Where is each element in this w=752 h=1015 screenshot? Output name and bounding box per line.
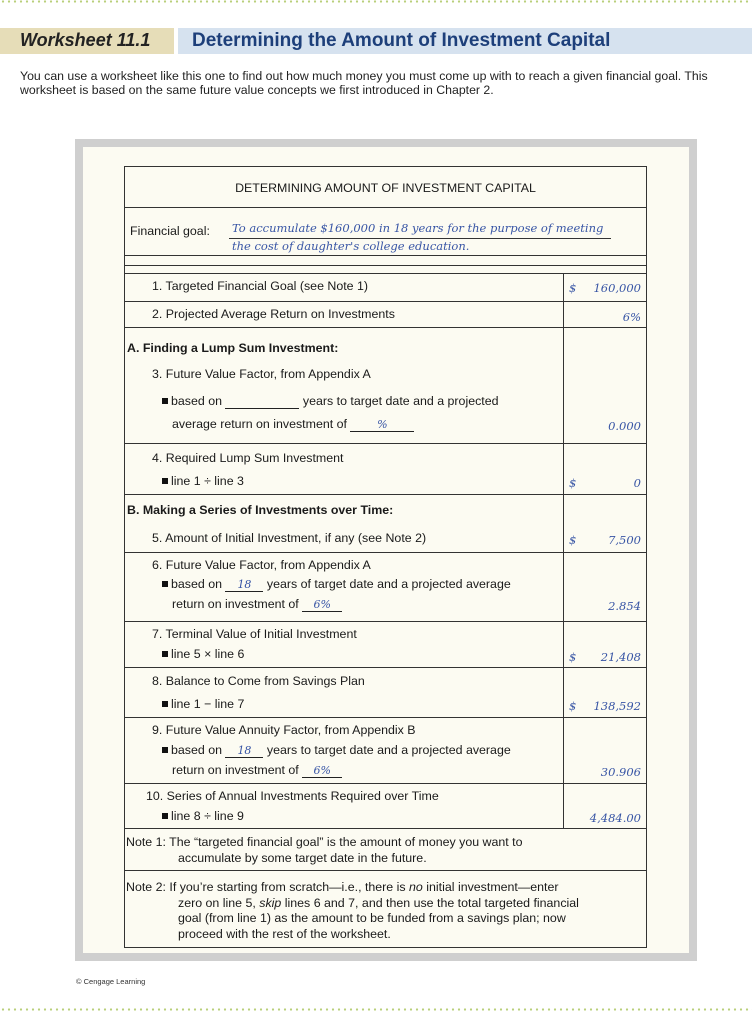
line6-value: 2.854 <box>608 599 641 613</box>
line5-dollar: $ <box>569 533 577 547</box>
line5-value: 7,500 <box>608 533 641 547</box>
goal-text-line2: the cost of daughter's college education. <box>232 239 470 253</box>
line10-value: 4,484.00 <box>589 811 641 825</box>
line2-value: 6% <box>622 310 641 324</box>
line2-label: 2. Projected Average Return on Investments <box>152 307 395 321</box>
worksheet-label: Worksheet 11.1 <box>0 28 174 54</box>
line6-based-on: based on 18 years of target date and a projected average <box>162 577 511 592</box>
line7-dollar: $ <box>569 650 577 664</box>
line4-dollar: $ <box>569 476 577 490</box>
line9-return: return on investment of 6% <box>172 763 342 778</box>
goal-text-line1: To accumulate $160,000 in 18 years for the purpose of meeting <box>232 221 604 235</box>
top-dotted-rule <box>0 0 752 3</box>
copyright: © Cengage Learning <box>76 977 146 986</box>
line9-based-on: based on 18 years to target date and a projected average <box>162 743 511 758</box>
line6-label: 6. Future Value Factor, from Appendix A <box>152 558 371 572</box>
line7-formula: line 5 × line 6 <box>162 647 244 661</box>
line10-formula: line 8 ÷ line 9 <box>162 809 244 823</box>
line3-based-on: based on years to target date and a projected <box>162 394 499 409</box>
goal-label: Financial goal: <box>130 224 210 238</box>
line3-avg-return: average return on investment of % <box>172 417 414 432</box>
line8-dollar: $ <box>569 699 577 713</box>
note-1: Note 1: The “targeted financial goal” is the amount of money you want to accumulate by some target date in the future. <box>126 835 523 865</box>
line3-value: 0.000 <box>608 419 641 433</box>
investment-capital-form <box>124 166 647 948</box>
section-b-heading: B. Making a Series of Investments over Time: <box>127 503 394 517</box>
line8-value: 138,592 <box>593 699 641 713</box>
line8-formula: line 1 − line 7 <box>162 697 244 711</box>
line9-label: 9. Future Value Annuity Factor, from Appendix B <box>152 723 416 737</box>
section-a-heading: A. Finding a Lump Sum Investment: <box>127 341 339 355</box>
note-2: Note 2: If you’re starting from scratch—i.e., there is no initial investment—enter zero on line 5, skip lines 6 and 7, and then use the total targeted financial goal (from line 1) as the amount to be funded from a savings plan; now proceed with the rest of the worksheet. <box>126 880 579 941</box>
line3-label: 3. Future Value Factor, from Appendix A <box>152 367 371 381</box>
line5-label: 5. Amount of Initial Investment, if any (see Note 2) <box>152 531 427 545</box>
line1-value: 160,000 <box>593 281 641 295</box>
bottom-dotted-rule <box>0 1008 752 1011</box>
line7-label: 7. Terminal Value of Initial Investment <box>152 627 357 641</box>
worksheet-title: Determining the Amount of Investment Capital <box>178 28 752 54</box>
line4-formula: line 1 ÷ line 3 <box>162 474 244 488</box>
line6-return: return on investment of 6% <box>172 597 342 612</box>
line10-label: 10. Series of Annual Investments Required over Time <box>146 789 439 803</box>
intro-text: You can use a worksheet like this one to find out how much money you must come up with to reach a given financial goal. This worksheet is based on the same future value concepts we first introduced in Chapter 2. <box>20 69 708 97</box>
line8-label: 8. Balance to Come from Savings Plan <box>152 674 365 688</box>
line1-label: 1. Targeted Financial Goal (see Note 1) <box>152 279 369 293</box>
line7-value: 21,408 <box>600 650 641 664</box>
form-title: DETERMINING AMOUNT OF INVESTMENT CAPITAL <box>235 181 536 195</box>
line9-value: 30.906 <box>600 765 641 779</box>
line4-value: 0 <box>633 476 641 490</box>
line4-label: 4. Required Lump Sum Investment <box>152 451 344 465</box>
line1-dollar: $ <box>569 281 577 295</box>
amount-column-divider <box>563 273 564 828</box>
